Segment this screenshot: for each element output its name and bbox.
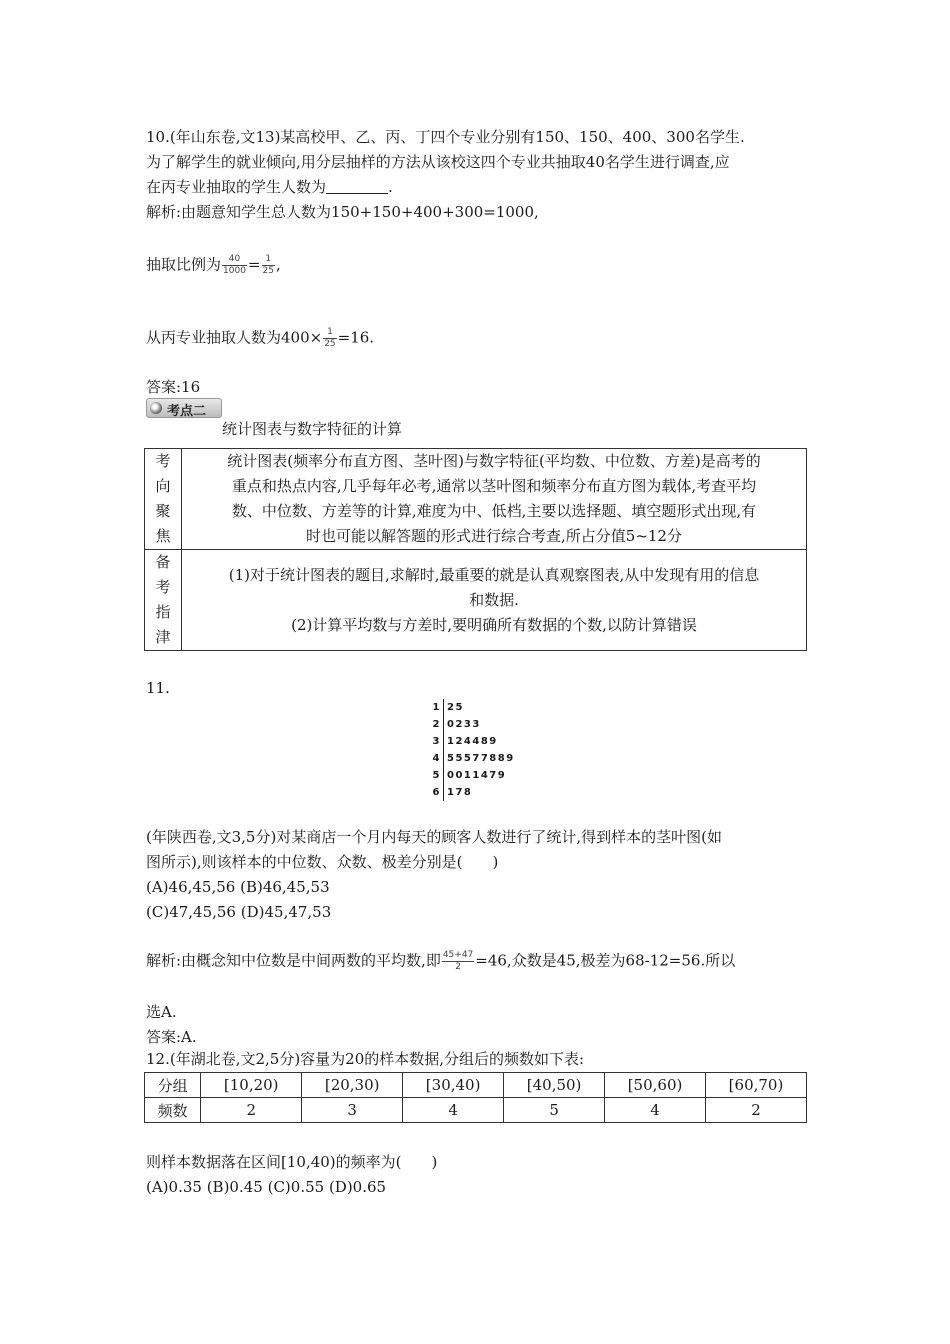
q10-line3-end: . bbox=[388, 178, 393, 196]
table-row bbox=[145, 550, 807, 651]
table-cell: [60,70) bbox=[706, 1073, 807, 1098]
comma: , bbox=[275, 255, 281, 274]
bullet-icon bbox=[150, 402, 162, 414]
q11-solution bbox=[146, 950, 735, 973]
table-cell: 2 bbox=[706, 1098, 807, 1123]
row-body-focus bbox=[182, 449, 807, 550]
stem-row bbox=[430, 784, 515, 801]
focus-table bbox=[144, 448, 807, 651]
badge-label: 考点二 bbox=[167, 404, 207, 419]
leaf-values: 25 bbox=[447, 702, 464, 713]
solution-text: 解析:由概念知中位数是中间两数的平均数,即 bbox=[146, 951, 441, 970]
q10-line1: 10.(年山东卷,文13)某高校甲、乙、丙、丁四个专业分别有150、150、400、300名学生. bbox=[146, 128, 745, 146]
q11-number: 11. bbox=[146, 679, 170, 697]
table-cell: 4 bbox=[403, 1098, 504, 1123]
q11-solution-2: 选A. bbox=[146, 1003, 177, 1021]
table-row bbox=[145, 1098, 807, 1123]
table-row bbox=[145, 449, 807, 550]
stem-value: 2 bbox=[430, 716, 444, 733]
solution-text-end: =46,众数是45,极差为68-12=56.所以 bbox=[475, 951, 736, 970]
stem-row bbox=[430, 699, 515, 716]
leaf-values: 0233 bbox=[447, 719, 481, 730]
row-body-guide bbox=[182, 550, 807, 651]
row-head-guide bbox=[145, 550, 182, 651]
row-head-focus bbox=[145, 449, 182, 550]
fraction-denominator: 2 bbox=[455, 962, 461, 972]
q12-question: 则样本数据落在区间[10,40)的频率为( ) bbox=[146, 1153, 438, 1171]
text-line: (2)计算平均数与方差时,要明确所有数据的个数,以防计算错误 bbox=[291, 615, 697, 634]
table-cell: [50,60) bbox=[605, 1073, 706, 1098]
fraction-numerator: 1 bbox=[323, 327, 336, 339]
table-cell: [40,50) bbox=[504, 1073, 605, 1098]
section-badge bbox=[146, 398, 222, 418]
q11-answer: 答案:A. bbox=[146, 1028, 197, 1046]
section-title: 统计图表与数字特征的计算 bbox=[222, 420, 403, 438]
text-line: 重点和热点内容,几乎每年必考,通常以茎叶图和频率分布直方图为载体,考查平均 bbox=[231, 477, 757, 495]
frequency-table bbox=[144, 1072, 807, 1123]
table-cell: 2 bbox=[201, 1098, 302, 1123]
q10-solution: 解析:由题意知学生总人数为150+150+400+300=1000, bbox=[146, 203, 539, 221]
stem-value: 5 bbox=[430, 767, 444, 784]
table-cell: 4 bbox=[605, 1098, 706, 1123]
leaf-values: 124489 bbox=[447, 736, 498, 747]
stem-row bbox=[430, 750, 515, 767]
stem-row bbox=[430, 716, 515, 733]
text-line: 和数据. bbox=[469, 590, 519, 609]
q11-text2: 图所示),则该样本的中位数、众数、极差分别是( ) bbox=[146, 853, 499, 871]
leaf-values: 0011479 bbox=[447, 770, 507, 781]
stem-value: 6 bbox=[430, 784, 444, 801]
q11-text1: (年陕西卷,文3,5分)对某商店一个月内每天的顾客人数进行了统计,得到样本的茎叶图(如 bbox=[146, 828, 722, 846]
fraction-numerator: 40 bbox=[222, 254, 247, 266]
head-char: 备 bbox=[155, 553, 171, 571]
fraction-denominator: 25 bbox=[324, 339, 336, 349]
text-line: 数、中位数、方差等的计算,难度为中、低档,主要以选择题、填空题形式出现,有 bbox=[231, 502, 757, 520]
head-char: 向 bbox=[155, 477, 171, 495]
fraction bbox=[323, 327, 336, 350]
stem-row bbox=[430, 733, 515, 750]
draw-result: =16. bbox=[337, 328, 375, 347]
fraction-numerator: 45+47 bbox=[442, 950, 474, 960]
head-char: 指 bbox=[155, 603, 171, 621]
table-cell: [30,40) bbox=[403, 1073, 504, 1098]
q10-ratio bbox=[146, 254, 281, 277]
q12-options: (A)0.35 (B)0.45 (C)0.55 (D)0.65 bbox=[146, 1178, 387, 1196]
fraction bbox=[262, 254, 275, 277]
q11-options-cd: (C)47,45,56 (D)45,47,53 bbox=[146, 903, 332, 921]
fraction-denominator: 1000 bbox=[223, 266, 246, 276]
table-cell: [10,20) bbox=[201, 1073, 302, 1098]
stem-leaf-plot bbox=[430, 699, 515, 801]
ratio-label: 抽取比例为 bbox=[146, 255, 222, 274]
q12-text: 12.(年湖北卷,文2,5分)容量为20的样本数据,分组后的频数如下表: bbox=[146, 1050, 585, 1068]
table-cell: 分组 bbox=[145, 1073, 201, 1098]
table-cell: [20,30) bbox=[302, 1073, 403, 1098]
table-cell: 5 bbox=[504, 1098, 605, 1123]
fraction bbox=[222, 254, 247, 277]
text-line: 时也可能以解答题的形式进行综合考查,所占分值5~12分 bbox=[306, 527, 682, 545]
draw-label: 从丙专业抽取人数为400× bbox=[146, 328, 323, 347]
head-char: 焦 bbox=[155, 527, 171, 545]
fraction-numerator: 1 bbox=[262, 254, 275, 266]
leaf-values: 55577889 bbox=[447, 753, 515, 764]
q11-options-ab: (A)46,45,56 (B)46,45,53 bbox=[146, 878, 330, 896]
table-cell: 3 bbox=[302, 1098, 403, 1123]
stem-value: 4 bbox=[430, 750, 444, 767]
fraction bbox=[442, 950, 474, 973]
text-line: 统计图表(频率分布直方图、茎叶图)与数字特征(平均数、中位数、方差)是高考的 bbox=[227, 452, 761, 470]
q10-line3-text: 在丙专业抽取的学生人数为 bbox=[146, 178, 327, 196]
equals-sign: = bbox=[247, 255, 261, 274]
stem-row bbox=[430, 767, 515, 784]
text-line: (1)对于统计图表的题目,求解时,最重要的就是认真观察图表,从中发现有用的信息 bbox=[228, 565, 760, 584]
leaf-values: 178 bbox=[447, 787, 473, 798]
fraction-denominator: 25 bbox=[262, 266, 274, 276]
head-char: 考 bbox=[155, 578, 171, 596]
stem-value: 1 bbox=[430, 699, 444, 716]
q10-answer: 答案:16 bbox=[146, 378, 201, 396]
head-char: 考 bbox=[155, 452, 171, 470]
head-char: 聚 bbox=[155, 502, 171, 520]
answer-blank bbox=[326, 179, 388, 194]
q10-line3 bbox=[146, 177, 393, 197]
q10-draw-count bbox=[146, 327, 374, 350]
table-row bbox=[145, 1073, 807, 1098]
q10-line2: 为了解学生的就业倾向,用分层抽样的方法从该校这四个专业共抽取40名学生进行调查,应 bbox=[146, 153, 730, 171]
stem-value: 3 bbox=[430, 733, 444, 750]
head-char: 津 bbox=[155, 628, 171, 646]
table-cell: 频数 bbox=[145, 1098, 201, 1123]
